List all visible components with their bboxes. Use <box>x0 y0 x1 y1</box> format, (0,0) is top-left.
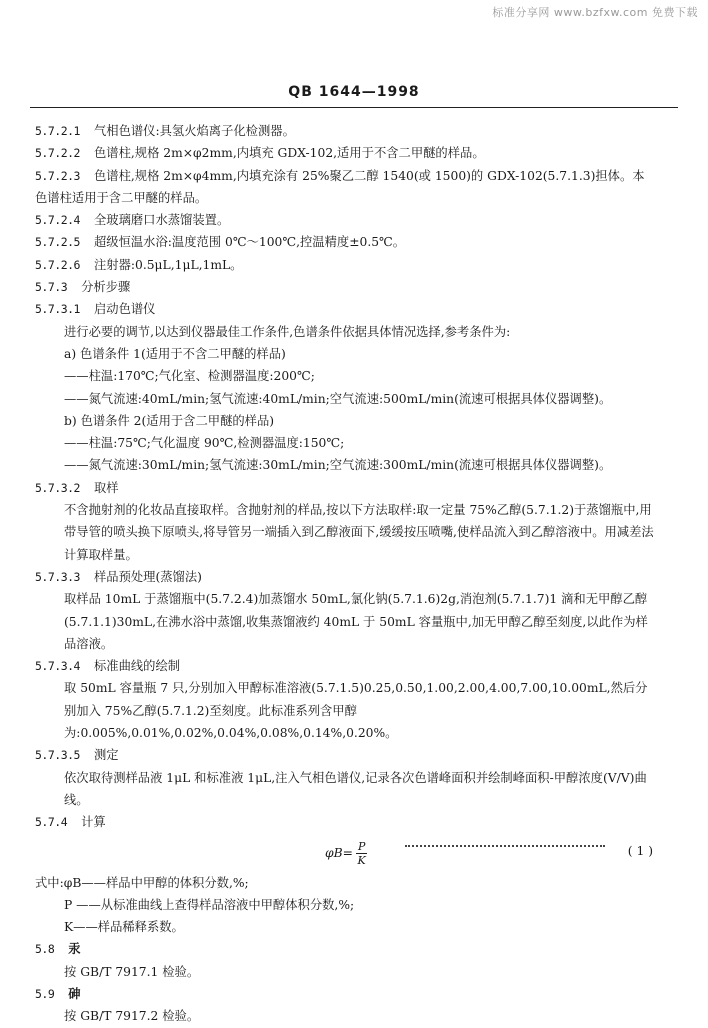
clause-number: 5.7.3.3 <box>35 569 80 584</box>
clause-number: 5.7.2.4 <box>35 213 80 228</box>
where-lines <box>35 872 655 939</box>
clause-text: 样品预处理(蒸馏法) <box>93 569 202 584</box>
clause-number: 5.7.2.1 <box>35 124 80 138</box>
equation-number: ( 1 ) <box>627 843 653 858</box>
body-line <box>35 388 655 410</box>
clause-text: 测定 <box>93 748 119 763</box>
clause-text: 注射器:0.5μL,1μL,1mL。 <box>93 257 243 272</box>
main-lines <box>35 120 655 834</box>
body-line <box>35 298 655 320</box>
body-line <box>35 454 655 476</box>
body-line <box>35 120 655 142</box>
body-line <box>35 321 655 343</box>
tail-lines <box>35 938 655 1027</box>
clause-text: 按 GB/T 7917.1 检验。 <box>64 964 200 979</box>
formula-row <box>35 834 655 872</box>
body-line <box>35 231 655 253</box>
clause-number: 5.7.3 <box>35 280 68 295</box>
clause-number: 5.9 <box>35 986 55 1001</box>
body-line <box>35 767 655 812</box>
clause-number: 5.7.2.3 <box>35 168 80 183</box>
body-line <box>35 165 655 210</box>
clause-text: 不含抛射剂的化妆品直接取样。含抛射剂的样品,按以下方法取样:取一定量 75%乙醇(5.7.1.2)于蒸馏瓶中,用带导管的喷头换下原喷头,将导管另一端插入到乙醇液面下,缓缓按压喷嘴,使样品流入到乙醇溶液中。用减差法计算取样量。 <box>64 503 654 562</box>
clause-number: 5.7.3.1 <box>35 302 80 317</box>
watermark: 标准分享网 www.bzfxw.com 免费下载 <box>492 6 698 19</box>
clause-number: 5.8 <box>35 942 55 957</box>
body-line <box>35 254 655 276</box>
formula-leader-dots <box>405 845 605 847</box>
clause-text: ——氮气流速:40mL/min;氢气流速:40mL/min;空气流速:500mL/min(流速可根据具体仪器调整)。 <box>64 391 612 406</box>
clause-text: 式中:φB——样品中甲醇的体积分数,%; <box>35 875 249 890</box>
clause-text: ——柱温:75℃;气化温度 90℃,检测器温度:150℃; <box>64 436 345 451</box>
body-line <box>35 276 655 298</box>
clause-text: 气相色谱仪:具氢火焰离子化检测器。 <box>93 124 295 138</box>
clause-text: 进行必要的调节,以达到仪器最佳工作条件,色谱条件依据具体情况选择,参考条件为: <box>64 324 511 339</box>
header-rule <box>30 107 678 108</box>
clause-text: 按 GB/T 7917.2 检验。 <box>64 1009 200 1024</box>
clause-text: 取 50mL 容量瓶 7 只,分别加入甲醇标准溶液(5.7.1.5)0.25,0.50,1.00,2.00,4.00,7.00,10.00mL,然后分别加入 75%乙醇(5.7.1.2)至刻度。此标准系列含甲醇为:0.005%,0.01%,0.02%,0.04%,0.08%,0.14%,0.20%。 <box>64 681 648 741</box>
tail-line <box>35 961 655 983</box>
clause-number: 5.7.3.2 <box>35 480 80 495</box>
body-line <box>35 655 655 677</box>
clause-text: 标准曲线的绘制 <box>93 659 181 674</box>
clause-text: 超级恒温水浴:温度范围 0℃～100℃,控温精度±0.5℃。 <box>93 235 406 250</box>
body-line <box>35 744 655 766</box>
where-line <box>35 872 655 894</box>
formula-fraction <box>356 840 367 867</box>
body-line <box>35 410 655 432</box>
body-line <box>35 343 655 365</box>
clause-text: 启动色谱仪 <box>93 302 156 317</box>
clause-text: 全玻璃磨口水蒸馏装置。 <box>93 213 230 228</box>
clause-text: 色谱柱,规格 2m×φ2mm,内填充 GDX-102,适用于不含二甲醚的样品。 <box>93 146 485 161</box>
clause-text: 色谱柱,规格 2m×φ4mm,内填充涂有 25%聚乙二醇 1540(或 1500)的 GDX-102(5.7.1.3)担体。本色谱柱适用于含二甲醚的样品。 <box>35 168 645 205</box>
formula-numerator: P <box>357 839 366 853</box>
tail-line <box>35 983 655 1005</box>
clause-text: 砷 <box>68 985 81 1001</box>
body-line <box>35 677 655 744</box>
clause-number: 5.7.3.5 <box>35 748 80 763</box>
body-line <box>35 499 655 566</box>
clause-text: 取样 <box>93 480 119 495</box>
body-line <box>35 811 655 833</box>
tail-line <box>35 1005 655 1027</box>
body-line <box>35 566 655 588</box>
clause-text: K——样品稀释系数。 <box>64 920 184 935</box>
clause-number: 5.7.2.5 <box>35 235 80 250</box>
body-line <box>35 209 655 231</box>
clause-text: b) 色谱条件 2(适用于含二甲醚的样品) <box>64 413 275 428</box>
clause-text: 汞 <box>68 941 81 957</box>
clause-text: 取样品 10mL 于蒸馏瓶中(5.7.2.4)加蒸馏水 50mL,氯化钠(5.7.1.6)2g,消泡剂(5.7.1.7)1 滴和无甲醇乙醇(5.7.1.1)30mL,在沸水浴中蒸馏,收集蒸馏液约 40mL 于 50mL 容量瓶中,加无甲醇乙醇至刻度,以此作为样品溶液。 <box>64 592 648 651</box>
clause-text: ——氮气流速:30mL/min;氢气流速:30mL/min;空气流速:300mL/min(流速可根据具体仪器调整)。 <box>64 458 612 473</box>
clause-text: 计算 <box>81 815 106 830</box>
tail-line <box>35 938 655 960</box>
clause-number: 5.7.2.2 <box>35 146 80 161</box>
clause-number: 5.7.3.4 <box>35 659 80 674</box>
clause-number: 5.7.4 <box>35 815 68 830</box>
formula-lhs: φB= <box>325 845 353 860</box>
body-line <box>35 142 655 164</box>
body-line <box>35 588 655 655</box>
body-line <box>35 477 655 499</box>
formula <box>325 840 367 867</box>
body-line <box>35 365 655 387</box>
clause-text: 分析步骤 <box>81 280 131 295</box>
document-body <box>35 120 655 1028</box>
clause-text: P ——从标准曲线上查得样品溶液中甲醇体积分数,%; <box>64 897 355 912</box>
clause-number: 5.7.2.6 <box>35 257 80 272</box>
clause-text: a) 色谱条件 1(适用于不含二甲醚的样品) <box>64 346 286 361</box>
formula-denominator: K <box>357 853 366 867</box>
body-line <box>35 432 655 454</box>
clause-text: 依次取待测样品液 1μL 和标准液 1μL,注入气相色谱仪,记录各次色谱峰面积并绘制峰面积-甲醇浓度(V/V)曲线。 <box>64 770 647 807</box>
clause-text: ——柱温:170℃;气化室、检测器温度:200℃; <box>64 369 315 384</box>
where-line <box>35 916 655 938</box>
standard-code-header: QB 1644—1998 <box>288 84 420 100</box>
where-line <box>35 894 655 916</box>
